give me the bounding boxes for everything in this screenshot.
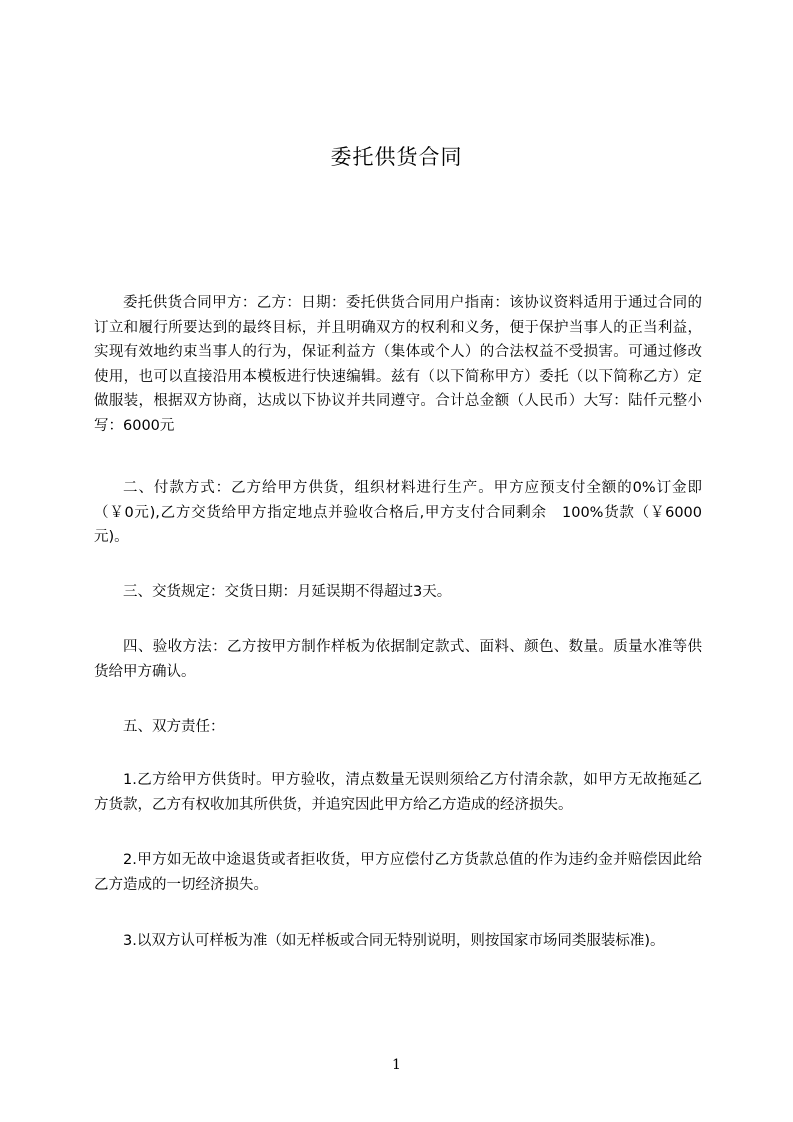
- page-number: 1: [392, 1057, 401, 1073]
- paragraph-responsibility-2: 2.甲方如无故中途退货或者拒收货，甲方应偿付乙方货款总值的作为违约金并赔偿因此给乙方造成的一切经济损失。: [94, 852, 702, 893]
- paragraph-responsibility-3: 3.以双方认可样板为准（如无样板或合同无特别说明，则按国家市场同类服装标准)。: [123, 933, 665, 949]
- paragraph-responsibility-1: 1.乙方给甲方供货时。甲方验收，清点数量无误则须给乙方付清余款，如甲方无故拖延乙方货款，乙方有权收加其所供货，并追究因此甲方给乙方造成的经济损失。: [94, 772, 702, 813]
- paragraph-intro: 委托供货合同甲方：乙方：日期：委托供货合同用户指南：该协议资料适用于通过合同的订立和履行所要达到的最终目标，并且明确双方的权利和义务，便于保护当事人的正当利益，实现有效地约束当事人的行为，保证利益方（集体或个人）的合法权益不受损害。可通过修改使用，也可以直接沿用本模板进行快速编辑。兹有（以下简称甲方）委托（以下简称乙方）定做服装，根据双方协商，达成以下协议并共同遵守。合计总金额（人民币）大写：陆仟元整小写：6000元: [94, 295, 702, 434]
- paragraph-payment: 二、付款方式：乙方给甲方供货，组织材料进行生产。甲方应预支付全额的0%订金即（￥0元),乙方交货给甲方指定地点并验收合格后,甲方支付合同剩余 100%货款（￥6000元)。: [94, 480, 702, 545]
- paragraph-responsibilities-heading: 五、双方责任：: [123, 719, 225, 735]
- paragraph-delivery: 三、交货规定：交货日期：月延误期不得超过3天。: [123, 584, 452, 600]
- page-title: 委托供货合同: [330, 145, 463, 169]
- paragraph-acceptance: 四、验收方法：乙方按甲方制作样板为依据制定款式、面料、颜色、数量。质量水准等供货给甲方确认。: [94, 639, 702, 680]
